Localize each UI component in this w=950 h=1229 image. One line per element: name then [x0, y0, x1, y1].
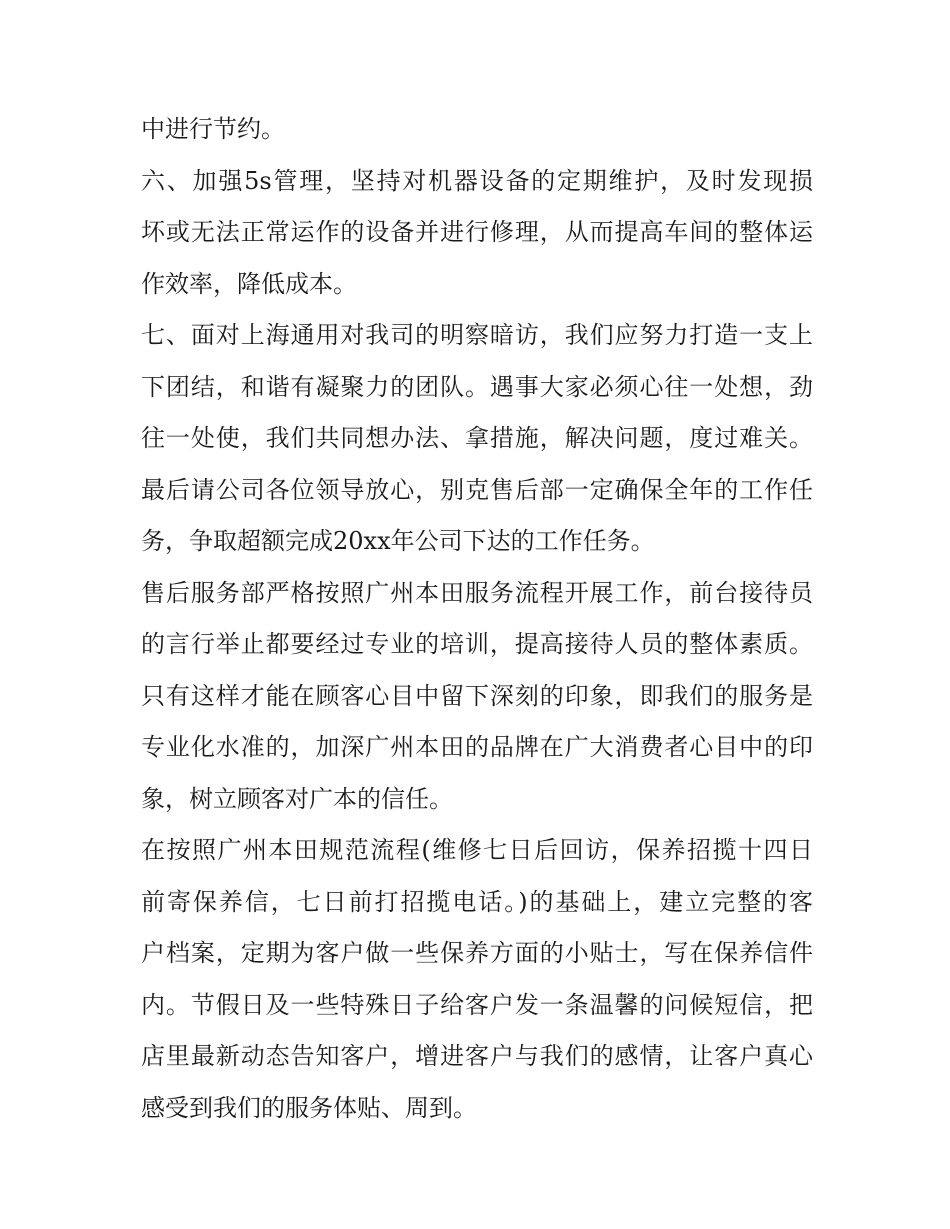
body-text — [141, 104, 813, 1134]
text-line: 户档案，定期为客户做一些保养方面的小贴士，写在保养信件 — [141, 939, 813, 967]
text-line: 售后服务部严格按照广州本田服务流程开展工作，前台接待员 — [141, 578, 813, 607]
text-line: 最后请公司各位领导放心，别克售后部一定确保全年的工作任 — [141, 475, 813, 504]
text-line: 在按照广州本田规范流程(维修七日后回访，保养招揽十四日 — [141, 836, 813, 864]
text-line: 专业化水准的，加深广州本田的品牌在广大消费者心目中的印 — [141, 733, 813, 761]
text-line: 务，争取超额完成20xx年公司下达的工作任务。 — [141, 527, 655, 555]
text-line: 往一处使，我们共同想办法、拿措施，解决问题，度过难关。 — [141, 424, 813, 452]
text-line: 的言行举止都要经过专业的培训，提高接待人员的整体素质。 — [141, 630, 813, 658]
text-line: 只有这样才能在顾客心目中留下深刻的印象，即我们的服务是 — [141, 681, 813, 710]
text-line: 内。节假日及一些特殊日子给客户发一条温馨的问候短信，把 — [141, 990, 813, 1019]
text-line: 象，树立顾客对广本的信任。 — [141, 784, 453, 813]
text-line: 坏或无法正常运作的设备并进行修理，从而提高车间的整体运 — [141, 218, 813, 246]
text-line: 感受到我们的服务体贴、周到。 — [141, 1093, 477, 1122]
text-line: 前寄保养信，七日前打招揽电话。)的基础上，建立完整的客 — [141, 887, 813, 916]
text-line: 中进行节约。 — [141, 115, 285, 143]
text-line: 作效率，降低成本。 — [141, 269, 357, 298]
text-line: 六、加强5s管理，坚持对机器设备的定期维护，及时发现损 — [141, 166, 813, 195]
text-line: 下团结，和谐有凝聚力的团队。遇事大家必须心往一处想，劲 — [141, 372, 813, 401]
text-line: 店里最新动态告知客户，增进客户与我们的感情，让客户真心 — [141, 1042, 813, 1070]
text-line: 七、面对上海通用对我司的明察暗访，我们应努力打造一支上 — [141, 321, 813, 349]
